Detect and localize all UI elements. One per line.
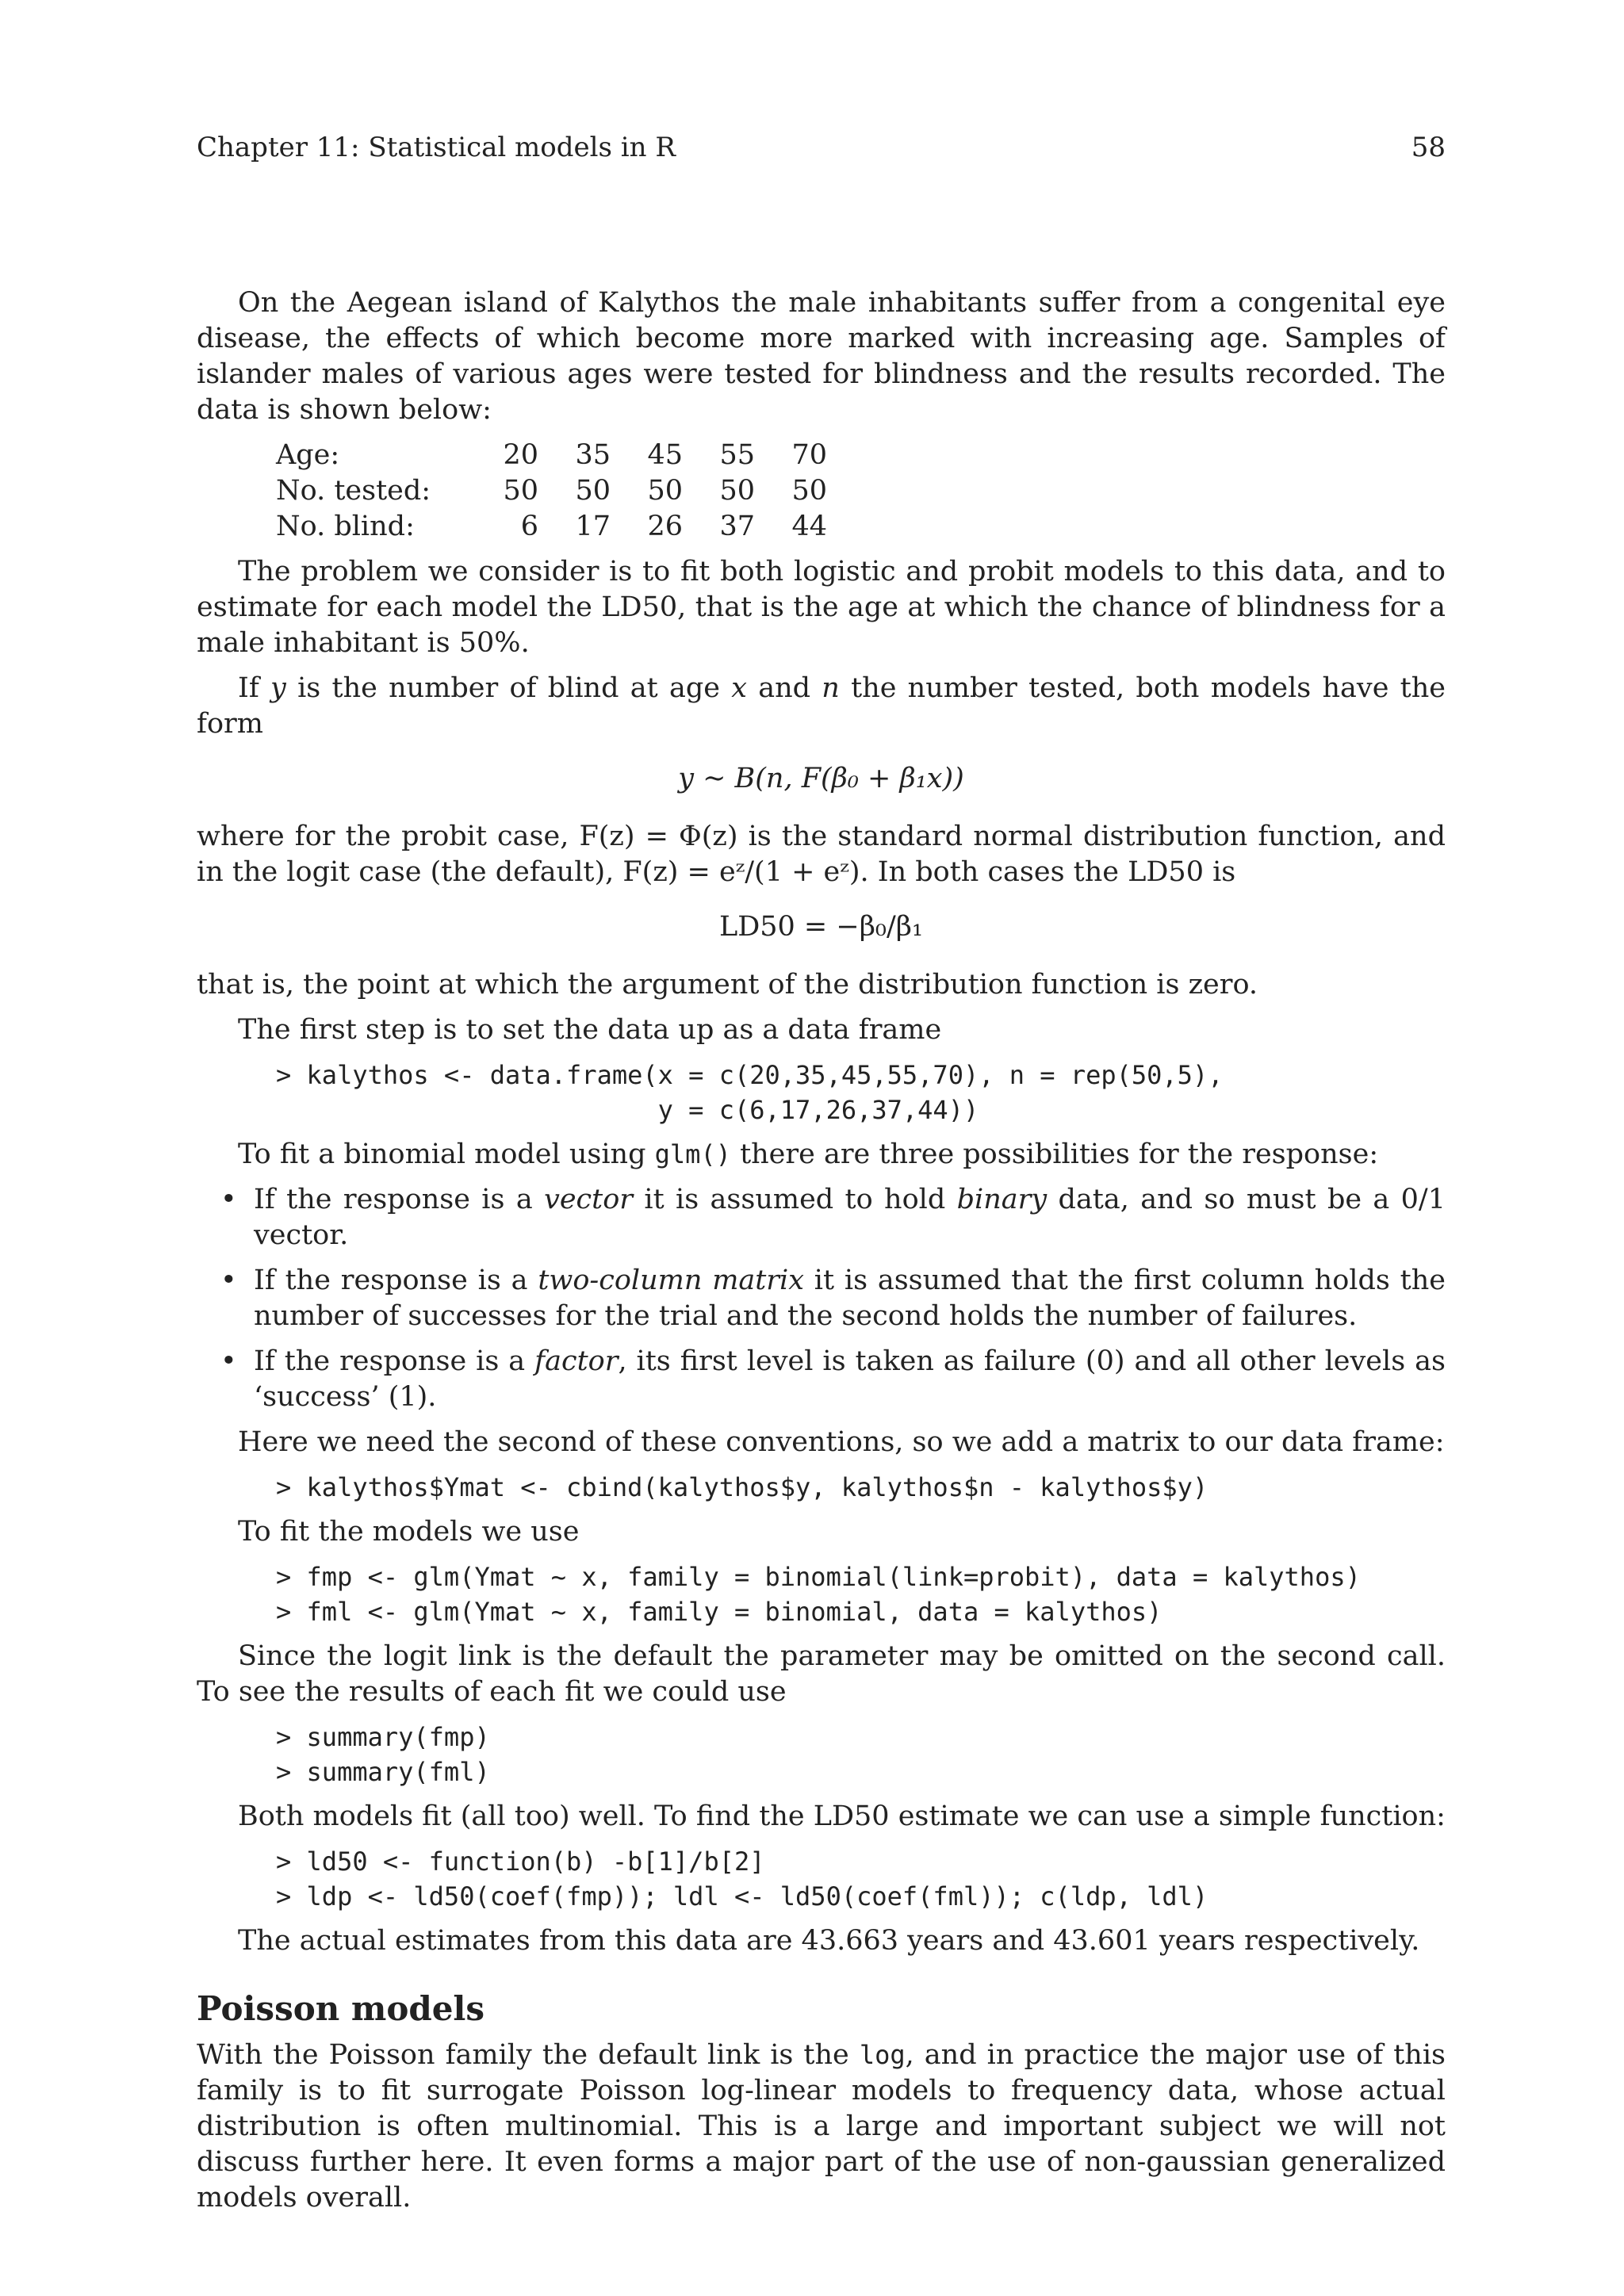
table-cell: 45 bbox=[647, 439, 683, 471]
ld50-formula: LD50 = −β₀/β₁ bbox=[718, 911, 924, 943]
second-convention-paragraph: Here we need the second of these conventions, so we add a matrix to our data frame: bbox=[238, 1426, 1445, 1458]
table-cell: 37 bbox=[719, 511, 755, 542]
problem-paragraph: The problem we consider is to fit both logistic and probit models to this data, and to estimate for each model the LD50, that is the age at which the chance of blindness for a male inhabitant is 50%. bbox=[197, 556, 1446, 659]
binomial-intro-paragraph: To fit a binomial model using glm() there are three possibilities for the response: bbox=[238, 1138, 1379, 1170]
table-cell: 55 bbox=[719, 439, 755, 471]
table-cell: 70 bbox=[791, 439, 827, 471]
list-item: • If the response is a vector it is assumed to hold binary data, and so must be a 0/1 vector. bbox=[220, 1184, 1446, 1251]
zero-paragraph: that is, the point at which the argument of the distribution function is zero. bbox=[197, 969, 1258, 1001]
table-cell: 50 bbox=[791, 475, 827, 507]
code-block-data-frame: > kalythos <- data.frame(x = c(20,35,45,55,70), n = rep(50,5), y = c(6,17,26,37,44)) bbox=[276, 1060, 1224, 1125]
first-step-paragraph: The first step is to set the data up as a data frame bbox=[238, 1014, 942, 1046]
code-block-ld50: > ld50 <- function(b) -b[1]/b[2] > ldp <- ld50(coef(fmp)); ldl <- ld50(coef(fml)); c(ldp, ldl) bbox=[276, 1846, 1208, 1911]
bullet-icon: • bbox=[220, 1265, 237, 1296]
table-cell: 35 bbox=[575, 439, 611, 471]
table-cell: 20 bbox=[503, 439, 538, 471]
table-row bbox=[276, 509, 827, 545]
row-label: No. tested: bbox=[276, 475, 431, 507]
code-block-summary: > summary(fmp) > summary(fml) bbox=[276, 1722, 490, 1787]
section-heading-poisson: Poisson models bbox=[197, 1989, 485, 2028]
table-row bbox=[276, 473, 827, 509]
estimates-paragraph: The actual estimates from this data are 43.663 years and 43.601 years respectively. bbox=[238, 1925, 1420, 1957]
table-cell: 50 bbox=[503, 475, 538, 507]
table-cell: 44 bbox=[791, 511, 827, 542]
list-item: • If the response is a factor, its first level is taken as failure (0) and all other levels as ‘success’ (1). bbox=[220, 1345, 1446, 1413]
table-row bbox=[276, 438, 827, 473]
row-label: Age: bbox=[276, 439, 340, 471]
row-label: No. blind: bbox=[276, 511, 415, 542]
list-item: • If the response is a two-column matrix it is assumed that the first column holds the number of successes for the trial and the second holds the number of failures. bbox=[220, 1265, 1446, 1332]
table-cell: 26 bbox=[647, 511, 683, 542]
table-cell: 17 bbox=[575, 511, 611, 542]
page-number: 58 bbox=[1411, 132, 1446, 163]
probit-paragraph: where for the probit case, F(z) = Φ(z) is the standard normal distribution function, and in the logit case (the default), F(z) = eᶻ/(1 + eᶻ). In both cases the LD50 is bbox=[197, 821, 1446, 888]
binomial-formula: y ∼ B(n, F(β₀ + β₁x)) bbox=[678, 763, 964, 794]
bullet-icon: • bbox=[220, 1345, 237, 1377]
table-cell: 50 bbox=[647, 475, 683, 507]
code-block-glm: > fmp <- glm(Ymat ~ x, family = binomial(link=probit), data = kalythos) > fml <- glm(Ymat ~ x, family = binomial, data = kalythos) bbox=[276, 1562, 1361, 1627]
form-paragraph: If y is the number of blind at age x and n the number tested, both models have the form bbox=[197, 672, 1446, 740]
running-header bbox=[197, 130, 1446, 166]
bullet-icon: • bbox=[220, 1184, 237, 1215]
both-fit-paragraph: Both models fit (all too) well. To find the LD50 estimate we can use a simple function: bbox=[238, 1800, 1446, 1832]
response-options-list bbox=[197, 1182, 1446, 1415]
table-cell: 50 bbox=[575, 475, 611, 507]
logit-default-paragraph: Since the logit link is the default the parameter may be omitted on the second call. To see the results of each fit we could use bbox=[197, 1640, 1446, 1708]
chapter-title: Chapter 11: Statistical models in R bbox=[197, 132, 676, 163]
intro-paragraph: On the Aegean island of Kalythos the male inhabitants suffer from a congenital eye disease, the effects of which become more marked with increasing age. Samples of islander males of various ages were tested for blindness and the results recorded. The data is shown below: bbox=[197, 287, 1446, 426]
data-table bbox=[276, 438, 827, 545]
poisson-paragraph: With the Poisson family the default link is the log, and in practice the major use of this family is to fit surrogate Poisson log-linear models to frequency data, whose actual distribution is often multinomial. This is a large and important subject we will not discuss further here. It even forms a major part of the use of non-gaussian generalized models overall. bbox=[197, 2039, 1446, 2214]
table-cell: 6 bbox=[520, 511, 538, 542]
code-block-ymat: > kalythos$Ymat <- cbind(kalythos$y, kalythos$n - kalythos$y) bbox=[276, 1472, 1208, 1502]
table-cell: 50 bbox=[719, 475, 755, 507]
fit-models-paragraph: To fit the models we use bbox=[238, 1516, 580, 1548]
page-body bbox=[197, 285, 1446, 2225]
